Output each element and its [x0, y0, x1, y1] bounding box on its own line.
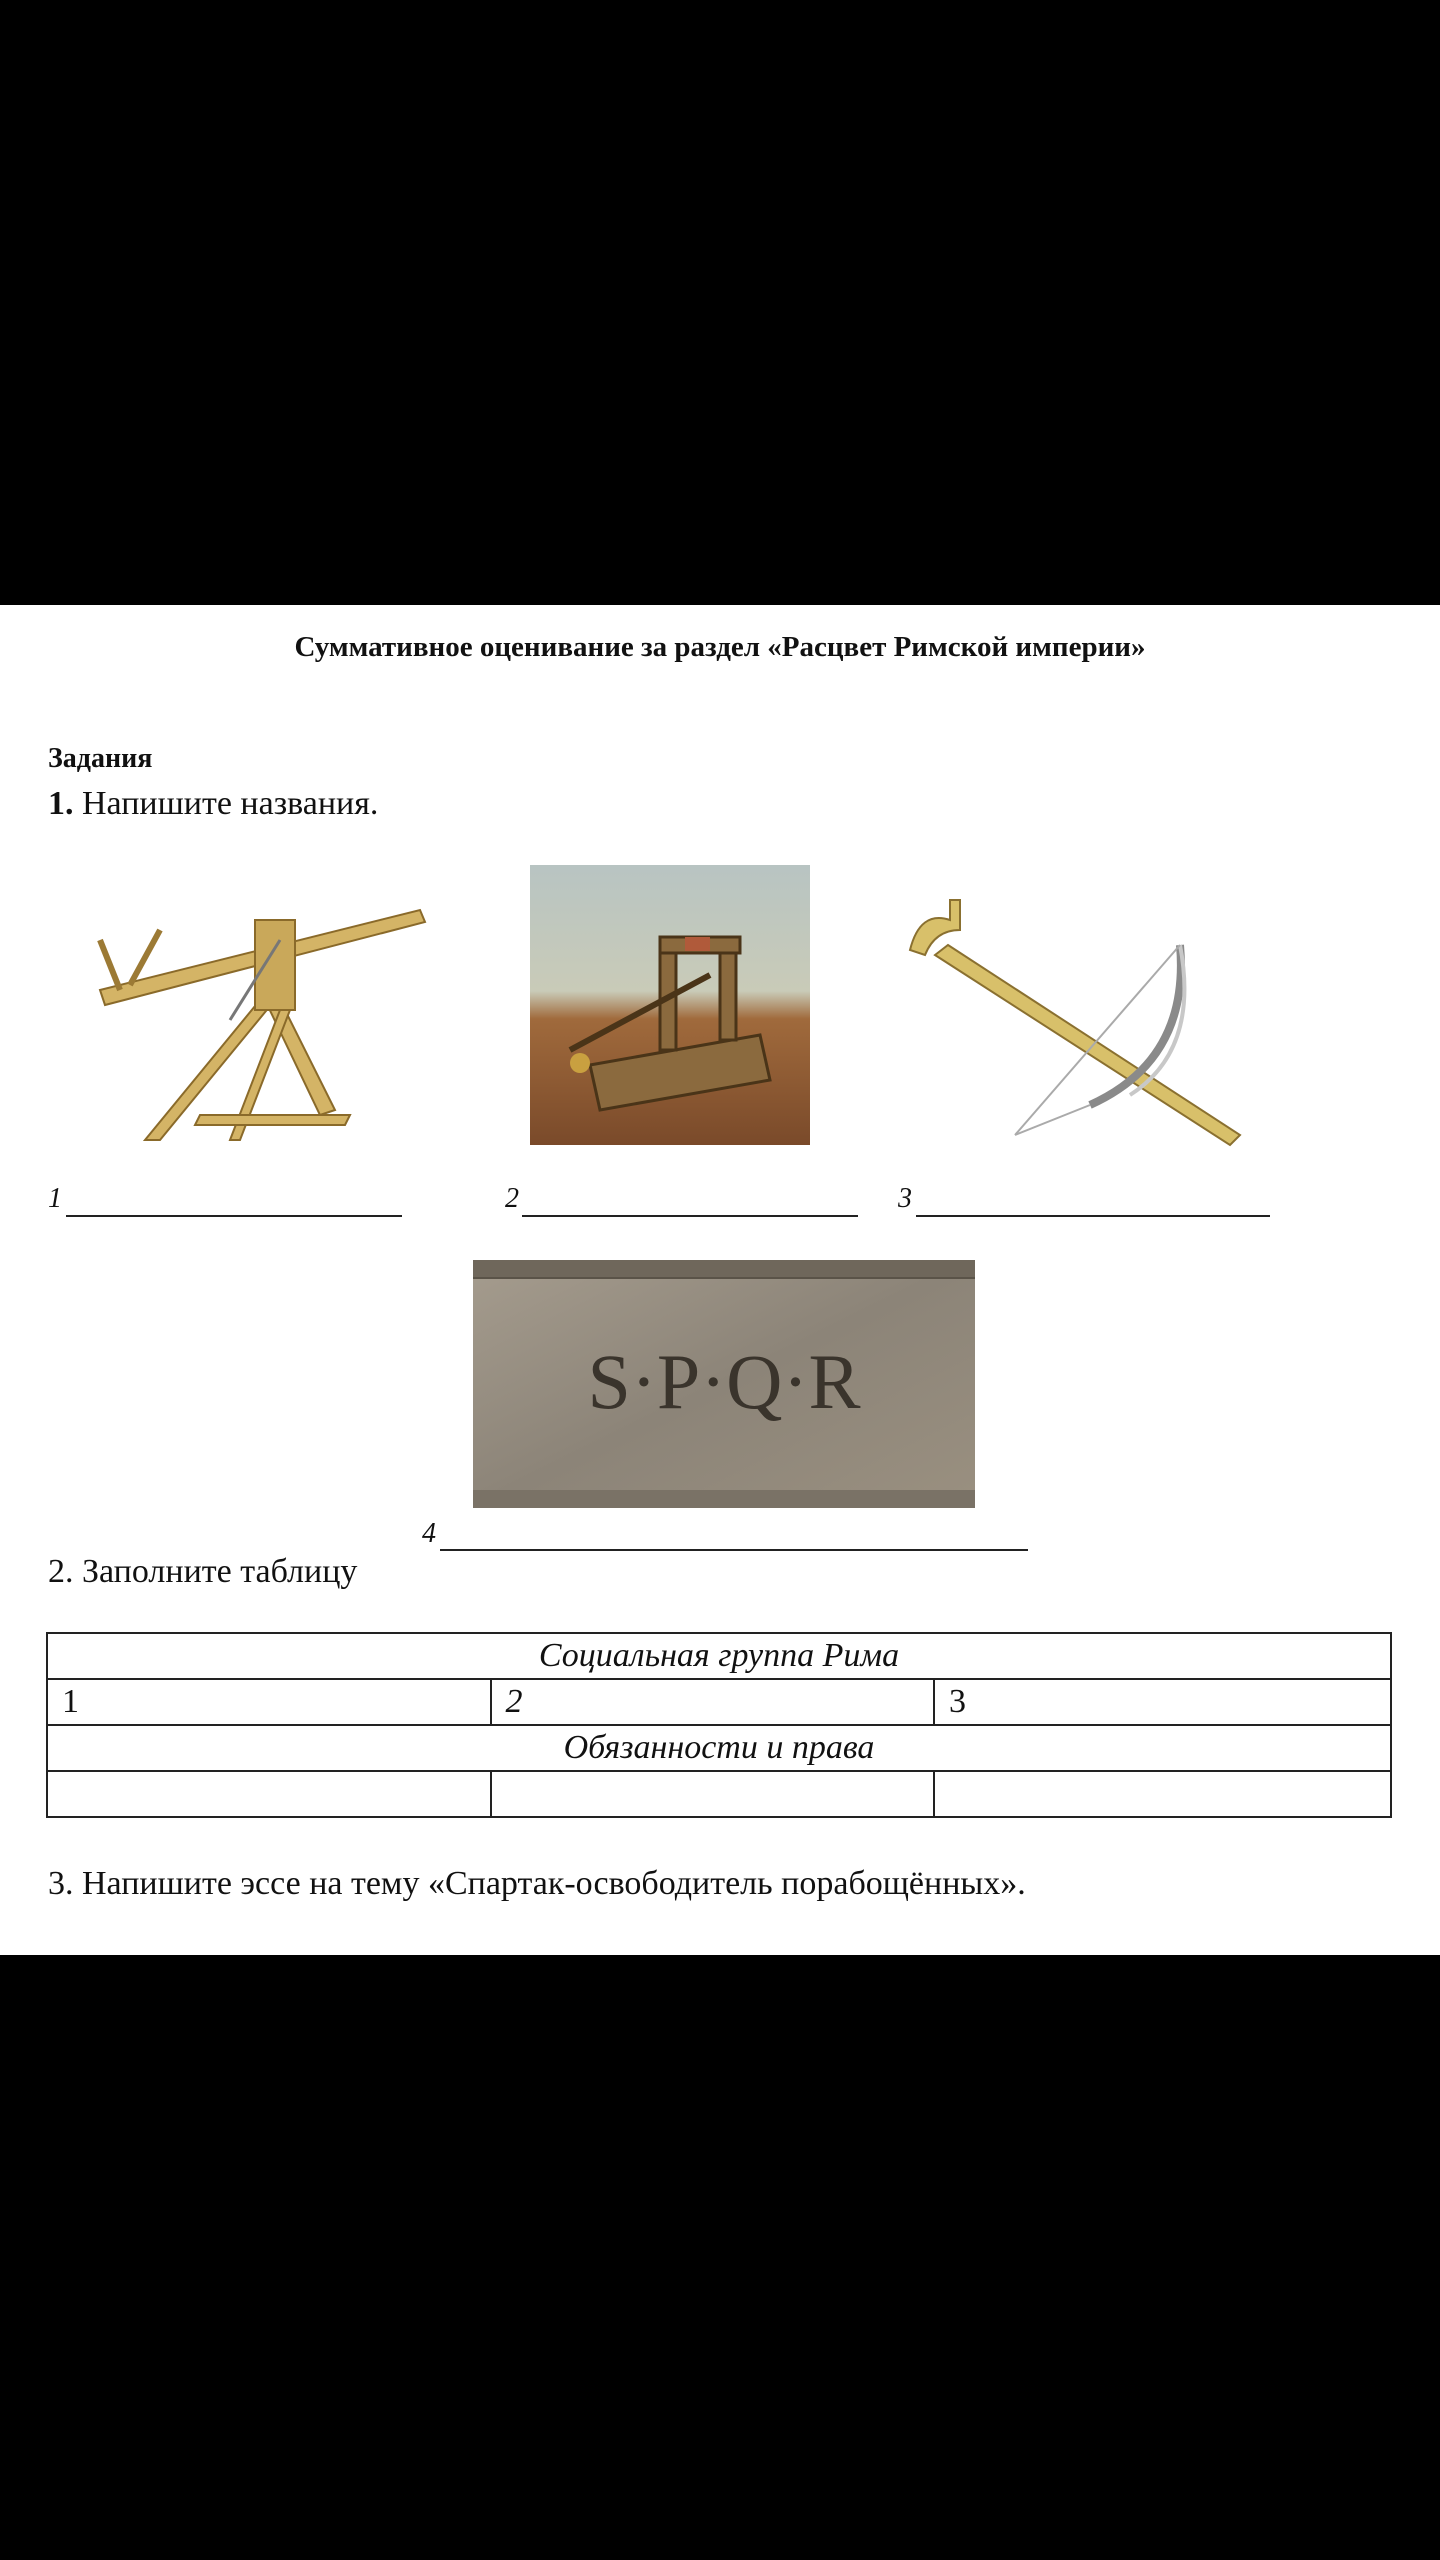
- table-column-2[interactable]: 2: [491, 1679, 935, 1725]
- answer-blank-2-label: 2: [505, 1183, 519, 1214]
- document-title: Суммативное оценивание за раздел «Расцвет Римской империи»: [294, 631, 1146, 663]
- document-page: [0, 605, 1440, 1955]
- table-column-1[interactable]: 1: [47, 1679, 491, 1725]
- task-1-instruction: [48, 785, 378, 823]
- task-2-instruction: 2. Заполните таблицу: [48, 1553, 358, 1590]
- task-3-instruction: 3. Напишите эссе на тему «Спартак-освободитель порабощённых».: [48, 1865, 1026, 1902]
- task-1-number: 1.: [48, 785, 74, 822]
- social-groups-table: [46, 1632, 1392, 1818]
- spqr-inscription-text: S·P·Q·R: [587, 1338, 861, 1425]
- answer-blank-1-label: 1: [48, 1183, 62, 1214]
- tasks-heading: Задания: [48, 743, 153, 774]
- answer-line-2[interactable]: [522, 1215, 858, 1217]
- onager-image: [530, 865, 810, 1145]
- answer-line-3[interactable]: [916, 1215, 1270, 1217]
- table-answer-cell-1[interactable]: [47, 1771, 491, 1817]
- table-header: Социальная группа Рима: [47, 1633, 1391, 1679]
- table-answer-cell-2[interactable]: [491, 1771, 935, 1817]
- answer-line-1[interactable]: [66, 1215, 402, 1217]
- table-answer-cell-3[interactable]: [934, 1771, 1391, 1817]
- task-1-text: Напишите названия.: [73, 785, 379, 822]
- table-column-3[interactable]: 3: [934, 1679, 1391, 1725]
- spqr-image: [473, 1260, 975, 1508]
- table-subheader: Обязанности и права: [47, 1725, 1391, 1771]
- answer-blank-4-label: 4: [422, 1518, 436, 1549]
- answer-blank-3-label: 3: [898, 1183, 912, 1214]
- answer-line-4[interactable]: [440, 1549, 1028, 1551]
- crossbow-image: [880, 860, 1250, 1155]
- ballista-image: [90, 860, 440, 1150]
